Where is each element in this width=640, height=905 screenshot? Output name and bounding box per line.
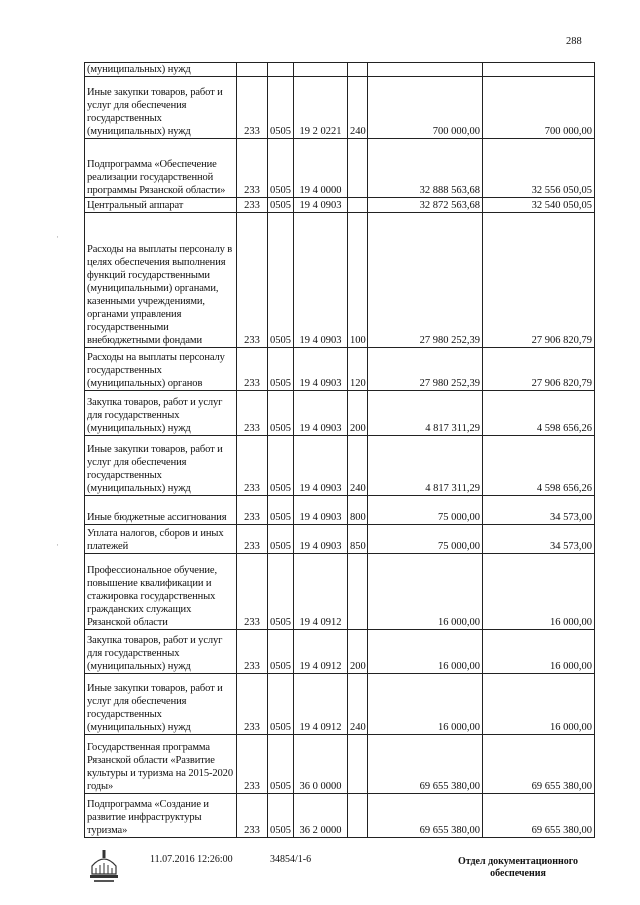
row-target-cell: 19 4 0903 [294, 198, 348, 213]
row-razdel-cell: 0505 [268, 139, 294, 198]
row-sum-2016-cell: 700 000,00 [368, 77, 483, 139]
row-target-cell: 19 4 0912 [294, 630, 348, 674]
row-ved-cell: 233 [237, 77, 268, 139]
row-target-cell [294, 63, 348, 77]
table-row [85, 630, 595, 674]
row-name-cell: Закупка товаров, работ и услуг для государственных (муниципальных) нужд [85, 391, 237, 436]
row-sum-executed-cell: 32 540 050,05 [483, 198, 595, 213]
table-row [85, 735, 595, 794]
table-row [85, 554, 595, 630]
row-sum-2016-cell: 75 000,00 [368, 496, 483, 525]
row-expense-type-cell: 240 [348, 436, 368, 496]
row-target-cell: 19 4 0903 [294, 436, 348, 496]
row-target-cell: 19 4 0912 [294, 554, 348, 630]
row-ved-cell: 233 [237, 525, 268, 554]
row-sum-2016-cell: 69 655 380,00 [368, 794, 483, 838]
row-sum-executed-cell: 4 598 656,26 [483, 391, 595, 436]
row-target-cell: 19 4 0903 [294, 525, 348, 554]
table-row [85, 525, 595, 554]
table-row [85, 436, 595, 496]
row-sum-2016-cell: 27 980 252,39 [368, 213, 483, 348]
row-ved-cell [237, 63, 268, 77]
row-razdel-cell [268, 63, 294, 77]
row-razdel-cell: 0505 [268, 794, 294, 838]
row-ved-cell: 233 [237, 436, 268, 496]
row-ved-cell: 233 [237, 496, 268, 525]
row-razdel-cell: 0505 [268, 391, 294, 436]
row-razdel-cell: 0505 [268, 348, 294, 391]
row-name-cell: Закупка товаров, работ и услуг для государственных (муниципальных) нужд [85, 630, 237, 674]
row-razdel-cell: 0505 [268, 496, 294, 525]
row-sum-2016-cell: 32 872 563,68 [368, 198, 483, 213]
row-sum-executed-cell: 69 655 380,00 [483, 794, 595, 838]
row-name-cell: Государственная программа Рязанской области «Развитие культуры и туризма на 2015-2020 годы» [85, 735, 237, 794]
row-ved-cell: 233 [237, 348, 268, 391]
row-ved-cell: 233 [237, 198, 268, 213]
row-name-cell: (муниципальных) нужд [85, 63, 237, 77]
footer-doc-number: 34854/1-6 [270, 854, 312, 865]
row-expense-type-cell: 200 [348, 391, 368, 436]
row-sum-2016-cell: 4 817 311,29 [368, 436, 483, 496]
row-sum-executed-cell: 16 000,00 [483, 630, 595, 674]
margin-mark: · [56, 232, 59, 242]
row-expense-type-cell: 240 [348, 77, 368, 139]
row-sum-2016-cell: 75 000,00 [368, 525, 483, 554]
row-expense-type-cell [348, 794, 368, 838]
table-row [85, 794, 595, 838]
page-number: 288 [566, 36, 582, 47]
row-sum-executed-cell [483, 63, 595, 77]
row-sum-executed-cell: 16 000,00 [483, 674, 595, 735]
row-target-cell: 36 2 0000 [294, 794, 348, 838]
row-sum-executed-cell: 16 000,00 [483, 554, 595, 630]
row-sum-2016-cell: 32 888 563,68 [368, 139, 483, 198]
row-sum-2016-cell: 16 000,00 [368, 674, 483, 735]
row-expense-type-cell: 120 [348, 348, 368, 391]
row-name-cell: Центральный аппарат [85, 198, 237, 213]
row-razdel-cell: 0505 [268, 630, 294, 674]
table-row [85, 63, 595, 77]
row-sum-2016-cell: 27 980 252,39 [368, 348, 483, 391]
row-ved-cell: 233 [237, 391, 268, 436]
row-ved-cell: 233 [237, 630, 268, 674]
row-target-cell: 19 4 0903 [294, 348, 348, 391]
row-sum-2016-cell: 16 000,00 [368, 554, 483, 630]
row-expense-type-cell [348, 63, 368, 77]
row-target-cell: 36 0 0000 [294, 735, 348, 794]
margin-mark: · [56, 540, 59, 550]
table-row [85, 198, 595, 213]
footer-timestamp: 11.07.2016 12:26:00 [150, 854, 233, 865]
row-target-cell: 19 4 0903 [294, 391, 348, 436]
row-ved-cell: 233 [237, 554, 268, 630]
row-sum-executed-cell: 32 556 050,05 [483, 139, 595, 198]
row-razdel-cell: 0505 [268, 525, 294, 554]
row-expense-type-cell: 100 [348, 213, 368, 348]
row-target-cell: 19 4 0903 [294, 213, 348, 348]
footer-department: Отдел документационного обеспечения [457, 856, 579, 879]
row-expense-type-cell [348, 139, 368, 198]
row-name-cell: Профессиональное обучение, повышение квалификации и стажировка государственных гражданских служащих Рязанской области [85, 554, 237, 630]
table-row [85, 77, 595, 139]
row-ved-cell: 233 [237, 674, 268, 735]
table-row [85, 391, 595, 436]
row-sum-executed-cell: 34 573,00 [483, 525, 595, 554]
row-razdel-cell: 0505 [268, 554, 294, 630]
row-name-cell: Уплата налогов, сборов и иных платежей [85, 525, 237, 554]
table-row [85, 674, 595, 735]
row-razdel-cell: 0505 [268, 735, 294, 794]
row-name-cell: Расходы на выплаты персоналу государственных (муниципальных) органов [85, 348, 237, 391]
row-expense-type-cell: 850 [348, 525, 368, 554]
row-expense-type-cell: 200 [348, 630, 368, 674]
row-name-cell: Подпрограмма «Обеспечение реализации государственной программы Рязанской области» [85, 139, 237, 198]
row-ved-cell: 233 [237, 794, 268, 838]
row-ved-cell: 233 [237, 213, 268, 348]
table-row [85, 139, 595, 198]
row-target-cell: 19 4 0000 [294, 139, 348, 198]
row-name-cell: Иные закупки товаров, работ и услуг для обеспечения государственных (муниципальных) нужд [85, 436, 237, 496]
row-ved-cell: 233 [237, 735, 268, 794]
row-target-cell: 19 2 0221 [294, 77, 348, 139]
row-sum-2016-cell: 4 817 311,29 [368, 391, 483, 436]
row-sum-2016-cell [368, 63, 483, 77]
row-name-cell: Подпрограмма «Создание и развитие инфраструктуры туризма» [85, 794, 237, 838]
table-row [85, 496, 595, 525]
row-razdel-cell: 0505 [268, 674, 294, 735]
row-sum-executed-cell: 69 655 380,00 [483, 735, 595, 794]
row-expense-type-cell: 800 [348, 496, 368, 525]
row-expense-type-cell [348, 198, 368, 213]
row-target-cell: 19 4 0912 [294, 674, 348, 735]
table-row [85, 348, 595, 391]
row-target-cell: 19 4 0903 [294, 496, 348, 525]
row-name-cell: Расходы на выплаты персоналу в целях обеспечения выполнения функций государственными (муниципальными) органами, казенными учреждениями, органами управления государственными внебюджетными фондами [85, 213, 237, 348]
table-row [85, 213, 595, 348]
budget-table [84, 62, 595, 838]
row-sum-executed-cell: 4 598 656,26 [483, 436, 595, 496]
row-expense-type-cell: 240 [348, 674, 368, 735]
row-name-cell: Иные закупки товаров, работ и услуг для обеспечения государственных (муниципальных) нужд [85, 77, 237, 139]
row-sum-executed-cell: 700 000,00 [483, 77, 595, 139]
row-sum-executed-cell: 34 573,00 [483, 496, 595, 525]
row-expense-type-cell [348, 735, 368, 794]
duma-emblem-icon [88, 848, 120, 886]
row-sum-2016-cell: 69 655 380,00 [368, 735, 483, 794]
row-ved-cell: 233 [237, 139, 268, 198]
row-name-cell: Иные бюджетные ассигнования [85, 496, 237, 525]
row-name-cell: Иные закупки товаров, работ и услуг для обеспечения государственных (муниципальных) нужд [85, 674, 237, 735]
row-razdel-cell: 0505 [268, 198, 294, 213]
row-sum-executed-cell: 27 906 820,79 [483, 213, 595, 348]
row-razdel-cell: 0505 [268, 436, 294, 496]
row-razdel-cell: 0505 [268, 213, 294, 348]
budget-table-body [85, 63, 595, 838]
row-razdel-cell: 0505 [268, 77, 294, 139]
row-sum-2016-cell: 16 000,00 [368, 630, 483, 674]
row-sum-executed-cell: 27 906 820,79 [483, 348, 595, 391]
row-expense-type-cell [348, 554, 368, 630]
